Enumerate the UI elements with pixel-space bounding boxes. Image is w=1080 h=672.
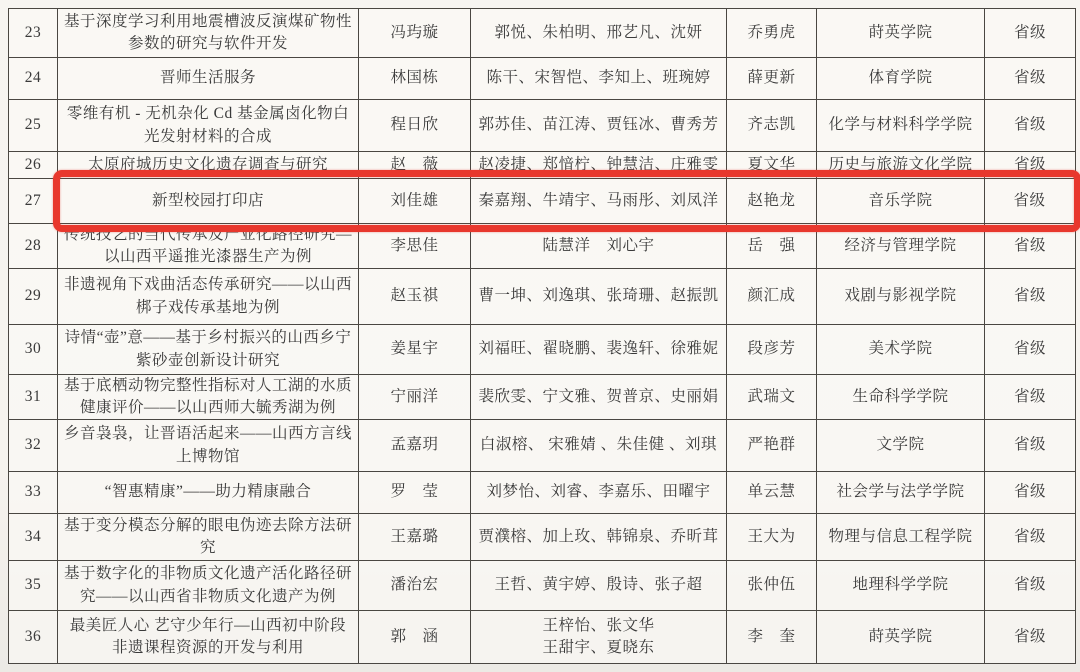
cell-level: 省级 [1013, 340, 1046, 358]
cell-no: 30 [9, 325, 58, 374]
cell-level: 省级 [1013, 387, 1046, 405]
cell-title: 新型校园打印店 [58, 179, 359, 223]
cell-title: 基于底栖动物完整性指标对人工湖的水质健康评价——以山西师大毓秀湖为例 [58, 375, 359, 419]
cell-no: 25 [9, 100, 58, 151]
cell-college: 历史与旅游文化学院 [817, 152, 985, 178]
cell-members: 裴欣雯、宁文雅、贺普京、史丽娟 [471, 375, 727, 419]
table-row [9, 514, 1075, 561]
cell-leader: 李思佳 [359, 224, 471, 268]
cell-college: 化学与材料科学学院 [817, 100, 985, 151]
cell-college: 美术学院 [817, 325, 985, 374]
cell-advisor: 张仲伍 [727, 561, 817, 610]
table-row [9, 152, 1075, 179]
cell-level: 省级 [1013, 483, 1046, 501]
cell-members: 陈干、宋智恺、李知上、班琬婷 [471, 58, 727, 99]
cell-title: 非遗视角下戏曲活态传承研究——以山西梆子戏传承基地为例 [58, 269, 359, 324]
table-row [9, 611, 1075, 663]
cell-members: 王哲、黄宇婷、殷诗、张子超 [471, 561, 727, 610]
cell-members: 郭悦、朱柏明、邢艺凡、沈妍 [471, 9, 727, 57]
cell-title: 诗情“壶”意——基于乡村振兴的山西乡宁紫砂壶创新设计研究 [58, 325, 359, 374]
cell-level: 省级 [1013, 116, 1046, 134]
cell-members: 赵凌捷、郑愔柠、钟慧洁、庄雅雯 [471, 152, 727, 178]
cell-advisor: 严艳群 [727, 420, 817, 471]
cell-members: 陆慧洋 刘心宇 [471, 224, 727, 268]
cell-title: 零维有机 - 无机杂化 Cd 基金属卤化物白光发射材料的合成 [58, 100, 359, 151]
table-row [9, 269, 1075, 325]
cell-members: 白淑榕、 宋雅婧 、朱佳健 、刘琪 [471, 420, 727, 471]
cell-leader: 潘治宏 [359, 561, 471, 610]
cell-level: 省级 [1013, 576, 1046, 594]
cell-members: 郭苏佳、苗江涛、贾钰冰、曹秀芳 [471, 100, 727, 151]
cell-no: 32 [9, 420, 58, 471]
cell-title: 晋师生活服务 [58, 58, 359, 99]
table-row [9, 58, 1075, 100]
table-row [9, 325, 1075, 375]
cell-level: 省级 [1013, 155, 1046, 173]
table-row [9, 9, 1075, 58]
cell-advisor: 夏文华 [727, 152, 817, 178]
cell-no: 36 [9, 611, 58, 663]
cell-title: 乡音袅袅，让晋语活起来——山西方言线上博物馆 [58, 420, 359, 471]
cell-no: 24 [9, 58, 58, 99]
cell-college: 生命科学学院 [817, 375, 985, 419]
cell-no: 29 [9, 269, 58, 324]
cell-title: 基于变分模态分解的眼电伪迹去除方法研究 [58, 514, 359, 560]
cell-leader: 冯玙璇 [359, 9, 471, 57]
cell-no: 28 [9, 224, 58, 268]
cell-title: 基于数字化的非物质文化遗产活化路径研究——以山西省非物质文化遗产为例 [58, 561, 359, 610]
cell-college: 莳英学院 [817, 611, 985, 663]
cell-leader: 姜星宇 [359, 325, 471, 374]
cell-advisor: 薛更新 [727, 58, 817, 99]
cell-advisor: 段彦芳 [727, 325, 817, 374]
table-row [9, 472, 1075, 514]
cell-college: 地理科学学院 [817, 561, 985, 610]
cell-leader: 林国栋 [359, 58, 471, 99]
cell-college: 物理与信息工程学院 [817, 514, 985, 560]
cell-college: 经济与管理学院 [817, 224, 985, 268]
cell-no: 31 [9, 375, 58, 419]
cell-members: 贾濮榕、加上玫、韩锦泉、乔昕茸 [471, 514, 727, 560]
table-row [9, 224, 1075, 269]
cell-leader: 罗 莹 [359, 472, 471, 513]
cell-members: 曹一坤、刘逸琪、张琦珊、赵振凯 [471, 269, 727, 324]
cell-advisor: 颜汇成 [727, 269, 817, 324]
cell-advisor: 李 奎 [727, 611, 817, 663]
cell-advisor: 王大为 [727, 514, 817, 560]
cell-leader: 宁丽洋 [359, 375, 471, 419]
projects-table [8, 8, 1076, 664]
cell-title: 最美匠人心 艺守少年行—山西初中阶段非遗课程资源的开发与利用 [58, 611, 359, 663]
cell-members: 刘梦怡、刘睿、李嘉乐、田曜宇 [471, 472, 727, 513]
cell-leader: 王嘉璐 [359, 514, 471, 560]
cell-advisor: 齐志凯 [727, 100, 817, 151]
cell-members: 刘福旺、翟晓鹏、裴逸轩、徐雅妮 [471, 325, 727, 374]
cell-title: 传统技艺的当代传承及产业化路径研究—以山西平遥推光漆器生产为例 [58, 224, 359, 268]
cell-leader: 赵 薇 [359, 152, 471, 178]
cell-college: 莳英学院 [817, 9, 985, 57]
cell-advisor: 赵艳龙 [727, 179, 817, 223]
cell-level: 省级 [1013, 69, 1046, 87]
cell-college: 文学院 [817, 420, 985, 471]
cell-advisor: 乔勇虎 [727, 9, 817, 57]
table-row [9, 420, 1075, 472]
cell-advisor: 单云慧 [727, 472, 817, 513]
cell-title: “智惠精康”——助力精康融合 [58, 472, 359, 513]
cell-no: 27 [9, 179, 58, 223]
cell-advisor: 岳 强 [727, 224, 817, 268]
cell-members: 秦嘉翔、牛靖宇、马雨彤、刘凤洋 [471, 179, 727, 223]
table-row [9, 561, 1075, 611]
cell-no: 26 [9, 152, 58, 178]
cell-college: 戏剧与影视学院 [817, 269, 985, 324]
cell-level: 省级 [1013, 236, 1046, 254]
cell-level: 省级 [1013, 527, 1046, 545]
cell-leader: 刘佳雄 [359, 179, 471, 223]
cell-level: 省级 [985, 179, 1075, 223]
table-row [9, 100, 1075, 152]
cell-members: 王梓怡、张文华 王甜宇、夏晓东 [471, 611, 727, 663]
cell-leader: 程日欣 [359, 100, 471, 151]
table-row [9, 375, 1075, 420]
cell-no: 35 [9, 561, 58, 610]
cell-advisor: 武瑞文 [727, 375, 817, 419]
cell-level: 省级 [1013, 287, 1046, 305]
cell-college: 音乐学院 [817, 179, 985, 223]
cell-level: 省级 [1013, 436, 1046, 454]
cell-no: 23 [9, 9, 58, 57]
cell-college: 社会学与法学学院 [817, 472, 985, 513]
cell-college: 体育学院 [817, 58, 985, 99]
cell-title: 基于深度学习利用地震槽波反演煤矿物性参数的研究与软件开发 [58, 9, 359, 57]
cell-level: 省级 [1013, 23, 1046, 41]
cell-leader: 赵玉祺 [359, 269, 471, 324]
table-row [9, 179, 1075, 224]
cell-leader: 郭 涵 [359, 611, 471, 663]
cell-leader: 孟嘉玥 [359, 420, 471, 471]
cell-no: 34 [9, 514, 58, 560]
cell-level: 省级 [1013, 627, 1046, 645]
cell-title: 太原府城历史文化遗存调查与研究 [58, 152, 359, 178]
cell-no: 33 [9, 472, 58, 513]
